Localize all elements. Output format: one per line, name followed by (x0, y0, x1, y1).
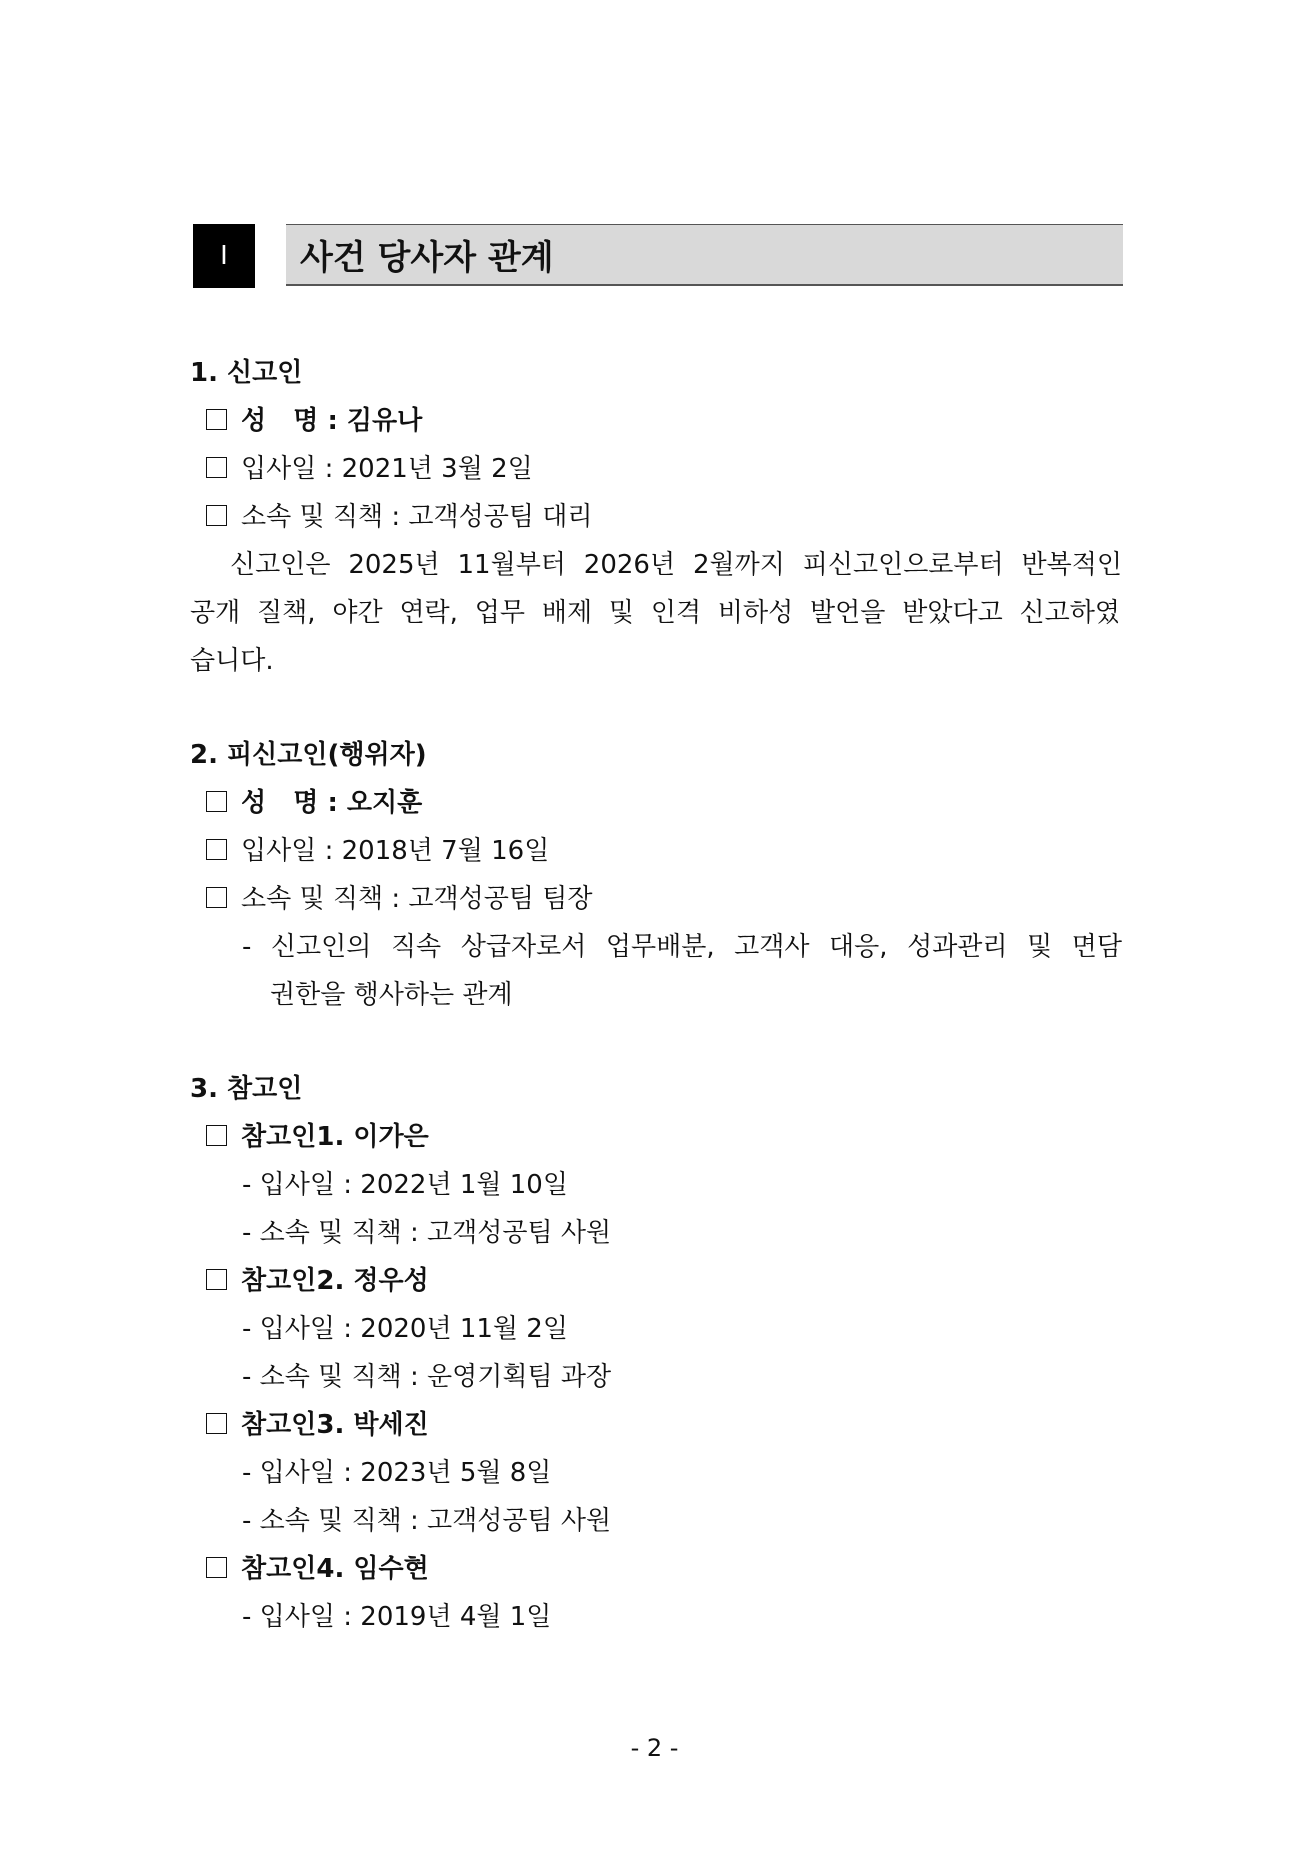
s1-name-row (206, 404, 422, 438)
section-2-heading: 2. 피신고인(행위자) (190, 740, 427, 770)
checkbox-icon (206, 839, 227, 860)
chapter-header (193, 224, 1125, 290)
s2-name: 성 명 : 오지훈 (241, 788, 423, 818)
witness-1-dept: - 소속 및 직책 : 고객성공팀 사원 (242, 1218, 612, 1248)
witness-1-name: 참고인1. 이가은 (241, 1122, 429, 1152)
chapter-title: 사건 당사자 관계 (286, 224, 1123, 286)
witness-1-row (206, 1120, 429, 1154)
checkbox-icon (206, 887, 227, 908)
witness-3-row (206, 1408, 429, 1442)
checkbox-icon (206, 1557, 227, 1578)
witness-3-hire: - 입사일 : 2023년 5월 8일 (242, 1458, 552, 1488)
witness-2-name: 참고인2. 정우성 (241, 1266, 429, 1296)
checkbox-icon (206, 505, 227, 526)
checkbox-icon (206, 1269, 227, 1290)
s2-relation-line-2: 권한을 행사하는 관계 (270, 980, 513, 1010)
section-1-heading: 1. 신고인 (190, 358, 303, 388)
s2-dept: 소속 및 직책 : 고객성공팀 팀장 (241, 884, 593, 914)
s1-dept-row (206, 500, 592, 534)
witness-3-name: 참고인3. 박세진 (241, 1410, 429, 1440)
checkbox-icon (206, 409, 227, 430)
chapter-number: I (193, 224, 255, 288)
s1-name: 성 명 : 김유나 (241, 406, 423, 436)
checkbox-icon (206, 457, 227, 478)
s1-hire: 입사일 : 2021년 3월 2일 (241, 454, 533, 484)
witness-4-name: 참고인4. 임수현 (241, 1554, 429, 1584)
s1-hire-row (206, 452, 533, 486)
witness-2-hire: - 입사일 : 2020년 11월 2일 (242, 1314, 568, 1344)
s1-para-line-1: 신고인은 2025년 11월부터 2026년 2월까지 피신고인으로부터 반복적인 (230, 550, 1122, 580)
witness-4-row (206, 1552, 429, 1586)
witness-1-hire: - 입사일 : 2022년 1월 10일 (242, 1170, 568, 1200)
checkbox-icon (206, 1125, 227, 1146)
checkbox-icon (206, 791, 227, 812)
section-3-heading: 3. 참고인 (190, 1074, 303, 1104)
witness-2-row (206, 1264, 429, 1298)
witness-2-dept: - 소속 및 직책 : 운영기획팀 과장 (242, 1362, 612, 1392)
page-number: - 2 - (630, 1734, 679, 1762)
s2-dept-row (206, 882, 592, 916)
checkbox-icon (206, 1413, 227, 1434)
s1-para-line-2: 공개 질책, 야간 연락, 업무 배제 및 인격 비하성 발언을 받았다고 신고하였 (190, 598, 1120, 628)
s1-para-line-3: 습니다. (190, 646, 274, 676)
witness-4-hire: - 입사일 : 2019년 4월 1일 (242, 1602, 552, 1632)
s1-dept: 소속 및 직책 : 고객성공팀 대리 (241, 502, 593, 532)
s2-relation-line-1: - 신고인의 직속 상급자로서 업무배분, 고객사 대응, 성과관리 및 면담 (242, 932, 1122, 962)
s2-name-row (206, 786, 422, 820)
witness-3-dept: - 소속 및 직책 : 고객성공팀 사원 (242, 1506, 612, 1536)
s2-hire: 입사일 : 2018년 7월 16일 (241, 836, 550, 866)
s2-hire-row (206, 834, 549, 868)
